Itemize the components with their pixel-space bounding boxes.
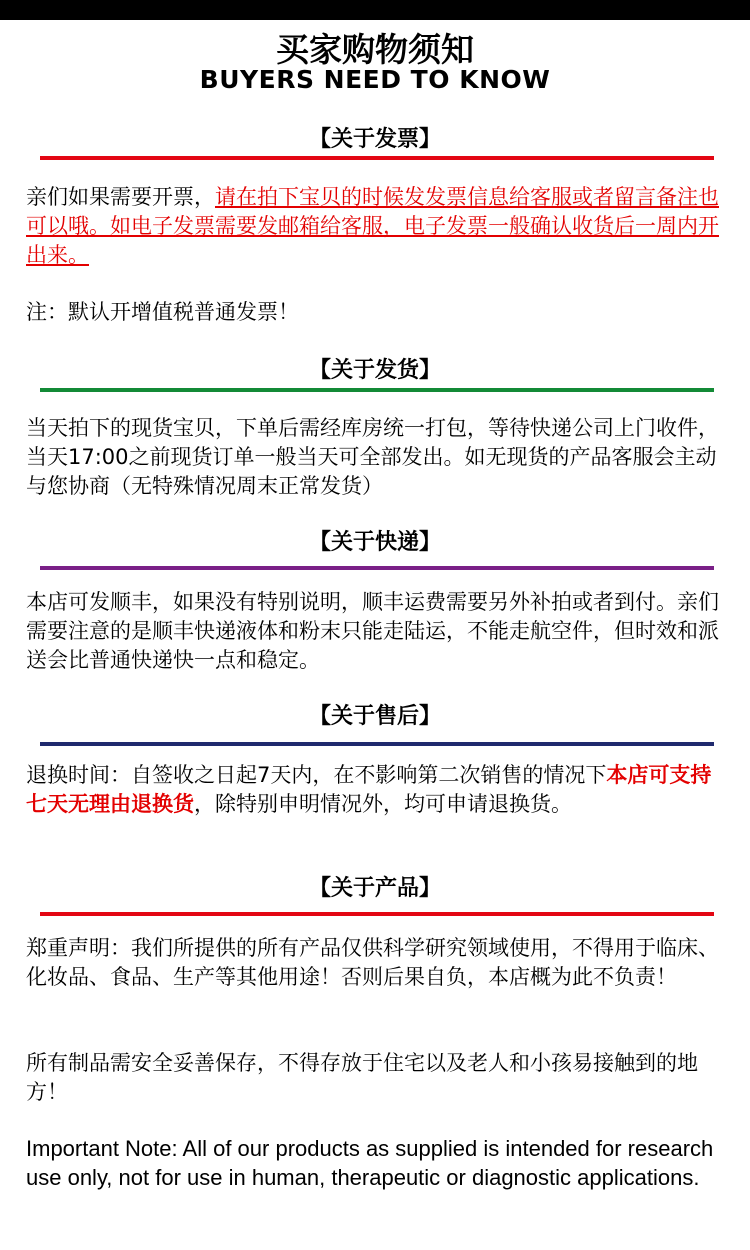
express-heading: 【关于快递】 (308, 530, 441, 555)
aftersale-text (26, 761, 726, 819)
express-text: 本店可发顺丰，如果没有特别说明，顺丰运费需要另外补拍或者到付。亲们需要注意的是顺丰快递液体和粉末只能走陆运，不能走航空件，但时效和派送会比普通快递快一点和稳定。 (26, 590, 719, 672)
shipping-text: 当天拍下的现货宝贝，下单后需经库房统一打包，等待快递公司上门收件，当天17:00之前现货订单一般当天可全部发出。如无现货的产品客服会主动与您协商（无特殊情况周末正常发货） (26, 416, 719, 498)
product-storage: 所有制品需安全妥善保存，不得存放于住宅以及老人和小孩易接触到的地方！ (26, 1051, 698, 1104)
aftersale-heading: 【关于售后】 (308, 704, 441, 729)
invoice-note: 注：默认开增值税普通发票！ (26, 300, 299, 324)
invoice-text (26, 183, 726, 270)
invoice-text-highlight: 请在拍下宝贝的时候发发票信息给客服或者留言备注也可以哦。如电子发票需要发邮箱给客服，电子发票一般确认收货后一周内开出来。 (26, 185, 719, 267)
aftersale-divider (40, 742, 714, 746)
aftersale-text-after: ，除特别申明情况外，均可申请退换货。 (194, 792, 572, 816)
product-heading: 【关于产品】 (308, 876, 441, 901)
important-note: Important Note: All of our products as supplied is intended for research use only, not for use in human, therapeutic or diagnostic applications. (26, 1136, 714, 1190)
page-title: 买家购物须知 (276, 30, 474, 69)
aftersale-text-before: 退换时间：自签收之日起7天内，在不影响第二次销售的情况下 (26, 763, 607, 787)
invoice-divider (40, 156, 714, 160)
product-disclaimer: 郑重声明：我们所提供的所有产品仅供科学研究领域使用，不得用于临床、化妆品、食品、生产等其他用途！否则后果自负，本店概为此不负责！ (26, 936, 719, 989)
top-bar (0, 0, 750, 20)
product-divider (40, 912, 714, 916)
shipping-divider (40, 388, 714, 392)
aftersale-text-highlight: 本店可支持七天无理由退换货 (26, 763, 712, 816)
shipping-heading: 【关于发货】 (308, 358, 441, 383)
invoice-text-plain: 亲们如果需要开票， (26, 185, 215, 209)
page-subtitle: BUYERS NEED TO KNOW (199, 65, 551, 94)
invoice-heading: 【关于发票】 (308, 127, 441, 152)
express-divider (40, 566, 714, 570)
